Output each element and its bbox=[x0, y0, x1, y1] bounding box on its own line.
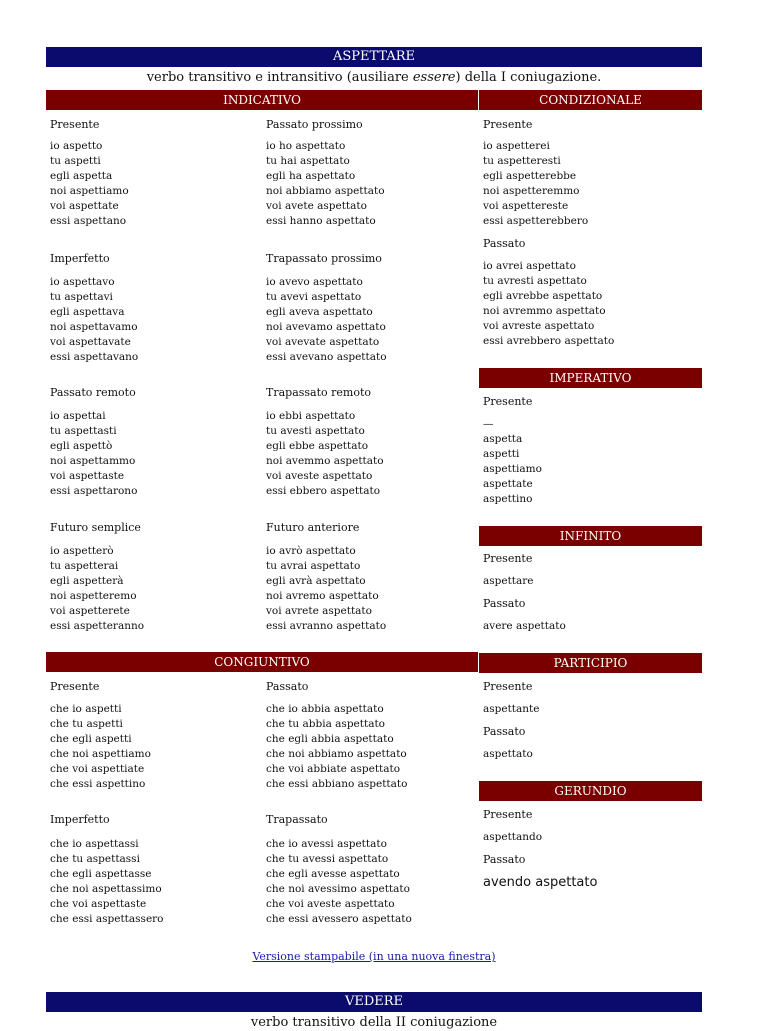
conjugation-form: essi avranno aspettato bbox=[266, 620, 387, 632]
conjugation-form: voi aspettate bbox=[50, 200, 119, 212]
conjugation-form: che essi abbiano aspettato bbox=[266, 778, 408, 790]
infinito-presente-value: aspettare bbox=[483, 575, 534, 587]
conjugation-form: egli ha aspettato bbox=[266, 170, 356, 182]
conjugation-form: essi hanno aspettato bbox=[266, 215, 376, 227]
participio-header: PARTICIPIO bbox=[479, 653, 702, 673]
indicativo-passato-prossimo: Passato prossimo io ho aspettato tu hai aspettato egli ha aspettato noi abbiamo aspettato voi avete aspettato essi hanno aspettato bbox=[266, 118, 476, 229]
imperativo-header: IMPERATIVO bbox=[479, 368, 702, 388]
conjugation-form: tu aspettavi bbox=[50, 291, 113, 303]
conjugation-form: tu avevi aspettato bbox=[266, 291, 362, 303]
print-link-row bbox=[46, 945, 702, 964]
infinito-passato-value: avere aspettato bbox=[483, 620, 566, 632]
conjugation-form: io aspettavo bbox=[50, 276, 115, 288]
conjugation-form: egli aspetterà bbox=[50, 575, 124, 587]
conjugation-form: tu aspetti bbox=[50, 155, 101, 167]
forms-list bbox=[50, 837, 255, 927]
conjugation-form: che essi aspettassero bbox=[50, 913, 164, 925]
forms-list bbox=[50, 544, 255, 634]
indicativo-imperfetto: Imperfetto io aspettavo tu aspettavi egli aspettava noi aspettavamo voi aspettavate essi aspettavano bbox=[50, 252, 255, 365]
gerundio-presente-label: Presente bbox=[483, 808, 533, 821]
conjugation-form: aspetti bbox=[483, 448, 520, 460]
print-version-link[interactable]: Versione stampabile (in una nuova finestra) bbox=[252, 950, 496, 963]
condizionale-presente: Presente io aspetterei tu aspetteresti egli aspetterebbe noi aspetteremmo voi aspettereste essi aspetterebbero bbox=[483, 118, 698, 229]
conjugation-form: aspettiamo bbox=[483, 463, 542, 475]
congiuntivo-imperfetto: Imperfetto che io aspettassi che tu aspettassi che egli aspettasse che noi aspettassimo che voi aspettaste che essi aspettassero bbox=[50, 813, 255, 927]
conjugation-form: che essi avessero aspettato bbox=[266, 913, 412, 925]
conjugation-form: egli avrebbe aspettato bbox=[483, 290, 603, 302]
indicativo-passato-remoto: Passato remoto io aspettai tu aspettasti egli aspettò noi aspettammo voi aspettaste essi aspettarono bbox=[50, 386, 255, 499]
conjugation-form: noi aspettammo bbox=[50, 455, 136, 467]
congiuntivo-presente: Presente che io aspetti che tu aspetti che egli aspetti che noi aspettiamo che voi aspettiate che essi aspettino bbox=[50, 680, 255, 792]
conjugation-form: egli aspettò bbox=[50, 440, 113, 452]
indicativo-header: INDICATIVO bbox=[46, 90, 478, 110]
indicativo-trapassato-remoto: Trapassato remoto io ebbi aspettato tu avesti aspettato egli ebbe aspettato noi avemmo aspettato voi aveste aspettato essi ebbero aspettato bbox=[266, 386, 476, 499]
conjugation-form: essi aspettavano bbox=[50, 351, 139, 363]
verb-title: ASPETTARE bbox=[332, 49, 416, 64]
conjugation-form: voi aspetterete bbox=[50, 605, 130, 617]
conjugation-form: io avrei aspettato bbox=[483, 260, 576, 272]
conjugation-form: che voi aspettiate bbox=[50, 763, 145, 775]
conjugation-form: noi abbiamo aspettato bbox=[266, 185, 385, 197]
conjugation-form: che io aspetti bbox=[50, 703, 122, 715]
conjugation-form: aspettate bbox=[483, 478, 533, 490]
conjugation-form: noi avevamo aspettato bbox=[266, 321, 386, 333]
conjugation-form: io aspetterei bbox=[483, 140, 550, 152]
conjugation-form: che egli aspetti bbox=[50, 733, 132, 745]
conjugation-form: essi avrebbero aspettato bbox=[483, 335, 615, 347]
condizionale-passato: Passato io avrei aspettato tu avresti aspettato egli avrebbe aspettato noi avremmo aspettato voi avreste aspettato essi avrebbero aspettato bbox=[483, 237, 698, 349]
infinito-passato-label: Passato bbox=[483, 597, 526, 610]
conjugation-form: voi avrete aspettato bbox=[266, 605, 372, 617]
conjugation-form: che tu aspettassi bbox=[50, 853, 140, 865]
conjugation-form: essi aspetteranno bbox=[50, 620, 145, 632]
condizionale-header: CONDIZIONALE bbox=[479, 90, 702, 110]
participio-passato-value: aspettato bbox=[483, 748, 533, 760]
verb2-title: VEDERE bbox=[344, 994, 404, 1009]
conjugation-form: voi aspettavate bbox=[50, 336, 131, 348]
forms-list bbox=[483, 139, 698, 229]
conjugation-form: tu aspetteresti bbox=[483, 155, 561, 167]
conjugation-form: tu aspettasti bbox=[50, 425, 117, 437]
forms-list bbox=[266, 139, 476, 229]
conjugation-form: io avevo aspettato bbox=[266, 276, 363, 288]
gerundio-presente-value: aspettando bbox=[483, 831, 543, 843]
forms-list bbox=[483, 417, 698, 507]
infinito-header: INFINITO bbox=[479, 526, 702, 546]
participio-presente-value: aspettante bbox=[483, 703, 540, 715]
conjugation-form: che noi avessimo aspettato bbox=[266, 883, 410, 895]
conjugation-form: essi avevano aspettato bbox=[266, 351, 387, 363]
conjugation-form: che noi aspettassimo bbox=[50, 883, 162, 895]
conjugation-form: che essi aspettino bbox=[50, 778, 146, 790]
forms-list bbox=[50, 139, 255, 229]
conjugation-form: egli aspetterebbe bbox=[483, 170, 577, 182]
conjugation-form: egli aveva aspettato bbox=[266, 306, 373, 318]
conjugation-form: voi avreste aspettato bbox=[483, 320, 595, 332]
forms-list bbox=[50, 275, 255, 365]
infinito-presente-label: Presente bbox=[483, 552, 533, 565]
conjugation-form: noi aspettavamo bbox=[50, 321, 138, 333]
conjugation-form: io ebbi aspettato bbox=[266, 410, 356, 422]
conjugation-form: voi aspettaste bbox=[50, 470, 125, 482]
congiuntivo-passato: Passato che io abbia aspettato che tu abbia aspettato che egli abbia aspettato che noi abbiamo aspettato che voi abbiate aspettato che essi abbiano aspettato bbox=[266, 680, 476, 792]
indicativo-presente: Presente io aspetto tu aspetti egli aspetta noi aspettiamo voi aspettate essi aspettano bbox=[50, 118, 255, 229]
forms-list bbox=[266, 544, 476, 634]
participio-presente-label: Presente bbox=[483, 680, 533, 693]
verb-subtitle: verbo transitivo e intransitivo (ausiliare essere) della I coniugazione. bbox=[146, 70, 602, 85]
conjugation-form: che voi aspettaste bbox=[50, 898, 147, 910]
conjugation-form: tu aspetterai bbox=[50, 560, 119, 572]
conjugation-form: egli aspettava bbox=[50, 306, 125, 318]
conjugation-form: voi avevate aspettato bbox=[266, 336, 380, 348]
indicativo-trapassato-prossimo: Trapassato prossimo io avevo aspettato tu avevi aspettato egli aveva aspettato noi avevamo aspettato voi avevate aspettato essi avevano aspettato bbox=[266, 252, 476, 365]
conjugation-form: che io avessi aspettato bbox=[266, 838, 387, 850]
gerundio-header: GERUNDIO bbox=[479, 781, 702, 801]
conjugation-form: tu avresti aspettato bbox=[483, 275, 587, 287]
gerundio-passato-value: avendo aspettato bbox=[483, 875, 598, 890]
forms-list bbox=[266, 409, 476, 499]
conjugation-form: che io abbia aspettato bbox=[266, 703, 384, 715]
conjugation-form: noi aspetteremmo bbox=[483, 185, 580, 197]
verb2-title-bar bbox=[46, 992, 702, 1012]
conjugation-form: che egli abbia aspettato bbox=[266, 733, 394, 745]
imperativo-presente: Presente — aspetta aspetti aspettiamo aspettate aspettino bbox=[483, 395, 698, 507]
congiuntivo-trapassato: Trapassato che io avessi aspettato che tu avessi aspettato che egli avesse aspettato che noi avessimo aspettato che voi aveste aspettato che essi avessero aspettato bbox=[266, 813, 476, 927]
conjugation-form: io avrò aspettato bbox=[266, 545, 356, 557]
conjugation-form: noi avremmo aspettato bbox=[483, 305, 606, 317]
conjugation-form: che voi abbiate aspettato bbox=[266, 763, 401, 775]
conjugation-form: noi aspettiamo bbox=[50, 185, 129, 197]
indicativo-futuro-semplice: Futuro semplice io aspetterò tu aspetterai egli aspetterà noi aspetteremo voi aspetterete essi aspetteranno bbox=[50, 521, 255, 634]
forms-list bbox=[50, 702, 255, 792]
conjugation-form: voi aspettereste bbox=[483, 200, 569, 212]
conjugation-form: essi aspettarono bbox=[50, 485, 138, 497]
forms-list bbox=[266, 275, 476, 365]
conjugation-form: egli aspetta bbox=[50, 170, 113, 182]
forms-list bbox=[483, 259, 698, 349]
gerundio-passato-label: Passato bbox=[483, 853, 526, 866]
conjugation-form: egli avrà aspettato bbox=[266, 575, 366, 587]
conjugation-form: essi aspettano bbox=[50, 215, 127, 227]
conjugation-form: che io aspettassi bbox=[50, 838, 139, 850]
indicativo-futuro-anteriore: Futuro anteriore io avrò aspettato tu avrai aspettato egli avrà aspettato noi avremo aspettato voi avrete aspettato essi avranno aspettato bbox=[266, 521, 476, 634]
conjugation-form: che noi aspettiamo bbox=[50, 748, 151, 760]
conjugation-form: io aspetterò bbox=[50, 545, 114, 557]
conjugation-form: noi avremo aspettato bbox=[266, 590, 379, 602]
conjugation-form: che tu avessi aspettato bbox=[266, 853, 389, 865]
conjugation-form: che tu abbia aspettato bbox=[266, 718, 385, 730]
conjugation-form: tu hai aspettato bbox=[266, 155, 350, 167]
participio-passato-label: Passato bbox=[483, 725, 526, 738]
verb2-subtitle: verbo transitivo della II coniugazione bbox=[250, 1015, 498, 1030]
conjugation-form: che tu aspetti bbox=[50, 718, 123, 730]
conjugation-form: voi avete aspettato bbox=[266, 200, 367, 212]
conjugation-form: che egli aspettasse bbox=[50, 868, 152, 880]
conjugation-form: noi avemmo aspettato bbox=[266, 455, 384, 467]
forms-list bbox=[50, 409, 255, 499]
congiuntivo-header: CONGIUNTIVO bbox=[46, 652, 478, 672]
conjugation-form: che voi aveste aspettato bbox=[266, 898, 395, 910]
conjugation-form: io aspettai bbox=[50, 410, 106, 422]
conjugation-form: io ho aspettato bbox=[266, 140, 346, 152]
conjugation-form: io aspetto bbox=[50, 140, 103, 152]
conjugation-form: tu avrai aspettato bbox=[266, 560, 361, 572]
conjugation-form: tu avesti aspettato bbox=[266, 425, 365, 437]
conjugation-form: aspettino bbox=[483, 493, 533, 505]
conjugation-form: voi aveste aspettato bbox=[266, 470, 373, 482]
conjugation-form: che egli avesse aspettato bbox=[266, 868, 400, 880]
conjugation-form: aspetta bbox=[483, 433, 523, 445]
forms-list bbox=[266, 837, 476, 927]
conjugation-form: essi aspetterebbero bbox=[483, 215, 589, 227]
forms-list bbox=[266, 702, 476, 792]
conjugation-form: noi aspetteremo bbox=[50, 590, 137, 602]
conjugation-form: che noi abbiamo aspettato bbox=[266, 748, 407, 760]
conjugation-form: essi ebbero aspettato bbox=[266, 485, 381, 497]
conjugation-form: — bbox=[483, 418, 494, 430]
conjugation-form: egli ebbe aspettato bbox=[266, 440, 369, 452]
verb-title-bar bbox=[46, 47, 702, 67]
